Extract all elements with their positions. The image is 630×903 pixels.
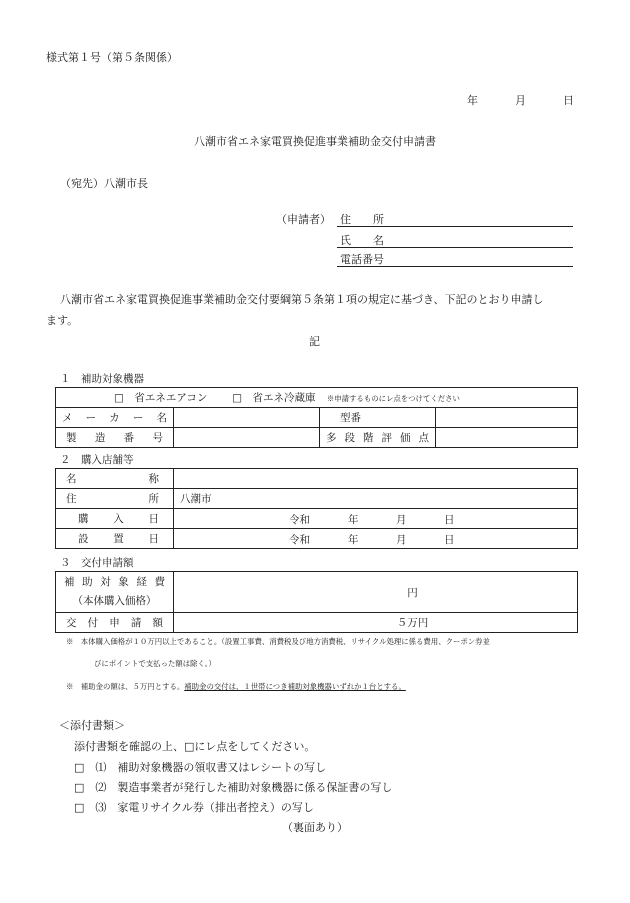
amount-table <box>55 571 578 633</box>
purchase-month: 月 <box>396 514 407 526</box>
addressee: （宛先）八潮市長 <box>60 177 148 190</box>
applicant-phone-line[interactable] <box>337 266 573 267</box>
fridge-checkbox[interactable]: □ 省エネ冷蔵庫 <box>232 392 316 404</box>
store-table <box>55 468 578 549</box>
aircon-checkbox[interactable]: □ 省エネエアコン <box>114 392 208 404</box>
note1-line1: ※ 本体購入価格が１０万円以上であること。（設置工事費、消費税及び地方消費税、リサイクル処理に係る費用、クーポン券並 <box>66 637 490 646</box>
attachment-item-1[interactable]: □ ⑴ 補助対象機器の領収書又はレシートの写し <box>74 761 327 774</box>
store-name-label-cell: 名称 <box>56 469 174 489</box>
amount-value: ５万円 <box>396 617 429 629</box>
date-year-label: 年 <box>467 94 478 107</box>
body-text-line1: 八潮市省エネ家電買換促進事業補助金交付要綱第５条第１項の規定に基づき、下記のとおり申請し <box>60 293 544 306</box>
model-label-cell <box>320 408 436 428</box>
amount-label-cell: 交付申請額 <box>56 613 174 633</box>
purchase-era: 令和 <box>289 514 310 526</box>
cost-label-2: （本体購入価格） <box>72 595 157 607</box>
section2-heading: ２ 購入店舗等 <box>60 454 134 466</box>
rating-input-cell[interactable] <box>436 428 578 448</box>
purchase-date-input-cell[interactable] <box>174 509 578 529</box>
body-text-line2: ます。 <box>46 314 79 327</box>
device-type-row <box>56 388 578 408</box>
section3-heading: ３ 交付申請額 <box>60 557 134 569</box>
cost-label-1: 補助対象経費 <box>64 576 165 588</box>
date-day-label: 日 <box>563 94 574 107</box>
install-month: 月 <box>396 534 407 546</box>
page-title: 八潮市省エネ家電買換促進事業補助金交付申請書 <box>194 135 436 148</box>
install-day: 日 <box>444 534 455 546</box>
install-era: 令和 <box>289 534 310 546</box>
store-address-value: 八潮市 <box>180 493 212 505</box>
purchase-day: 日 <box>444 514 455 526</box>
maker-input-cell[interactable] <box>174 408 320 428</box>
device-table <box>55 387 578 448</box>
date-month-label: 月 <box>515 94 526 107</box>
install-date-input-cell[interactable] <box>174 529 578 549</box>
applicant-name-line[interactable] <box>337 247 573 248</box>
model-input-cell[interactable] <box>436 408 578 428</box>
ki-heading: 記 <box>309 335 320 348</box>
note2-part1: ※ 補助金の額は、５万円とする。 <box>66 682 185 691</box>
note2-part2: 補助金の交付は、１世帯につき補助対象機器いずれか１台とする。 <box>184 682 406 691</box>
purchase-year: 年 <box>348 514 359 526</box>
maker-label-cell: メーカー名 <box>56 408 174 428</box>
attachments-heading: ＜添付書類＞ <box>59 719 125 732</box>
applicant-address-line[interactable] <box>337 226 573 227</box>
applicant-phone-label: 電話番号 <box>340 253 384 266</box>
amount-value-cell <box>174 613 578 633</box>
rating-label-cell: 多段階評価点 <box>320 428 436 448</box>
note2 <box>66 681 406 692</box>
attachment-item-2[interactable]: □ ⑵ 製造事業者が発行した補助対象機器に係る保証書の写し <box>74 781 393 794</box>
applicant-name-label: 氏 名 <box>340 234 384 247</box>
cost-unit: 円 <box>407 586 418 599</box>
serial-label-cell: 製造番号 <box>56 428 174 448</box>
store-address-label-cell: 住所 <box>56 489 174 509</box>
reverse-note: （裏面あり） <box>282 821 348 834</box>
form-number: 様式第１号（第５条関係） <box>46 51 178 64</box>
store-name-input-cell[interactable] <box>174 469 578 489</box>
check-note: ※申請するものにレ点をつけてください <box>326 394 460 403</box>
model-label: 型番 <box>340 412 361 424</box>
cost-input-cell[interactable] <box>174 572 578 613</box>
attachment-item-3[interactable]: □ ⑶ 家電リサイクル券（排出者控え）の写し <box>74 801 314 814</box>
section1-heading: １ 補助対象機器 <box>60 373 144 385</box>
install-year: 年 <box>348 534 359 546</box>
purchase-date-label-cell: 購入日 <box>56 509 174 529</box>
applicant-address-label: 住 所 <box>340 213 384 226</box>
install-date-label-cell: 設置日 <box>56 529 174 549</box>
cost-label-cell <box>56 572 174 613</box>
attachments-instruction: 添付書類を確認の上、□にレ点をしてください。 <box>74 740 316 753</box>
store-address-input-cell[interactable] <box>174 489 578 509</box>
applicant-label: （申請者） <box>276 213 331 226</box>
serial-input-cell[interactable] <box>174 428 320 448</box>
note1-line2: びにポイントで支払った額は除く。） <box>94 659 216 668</box>
